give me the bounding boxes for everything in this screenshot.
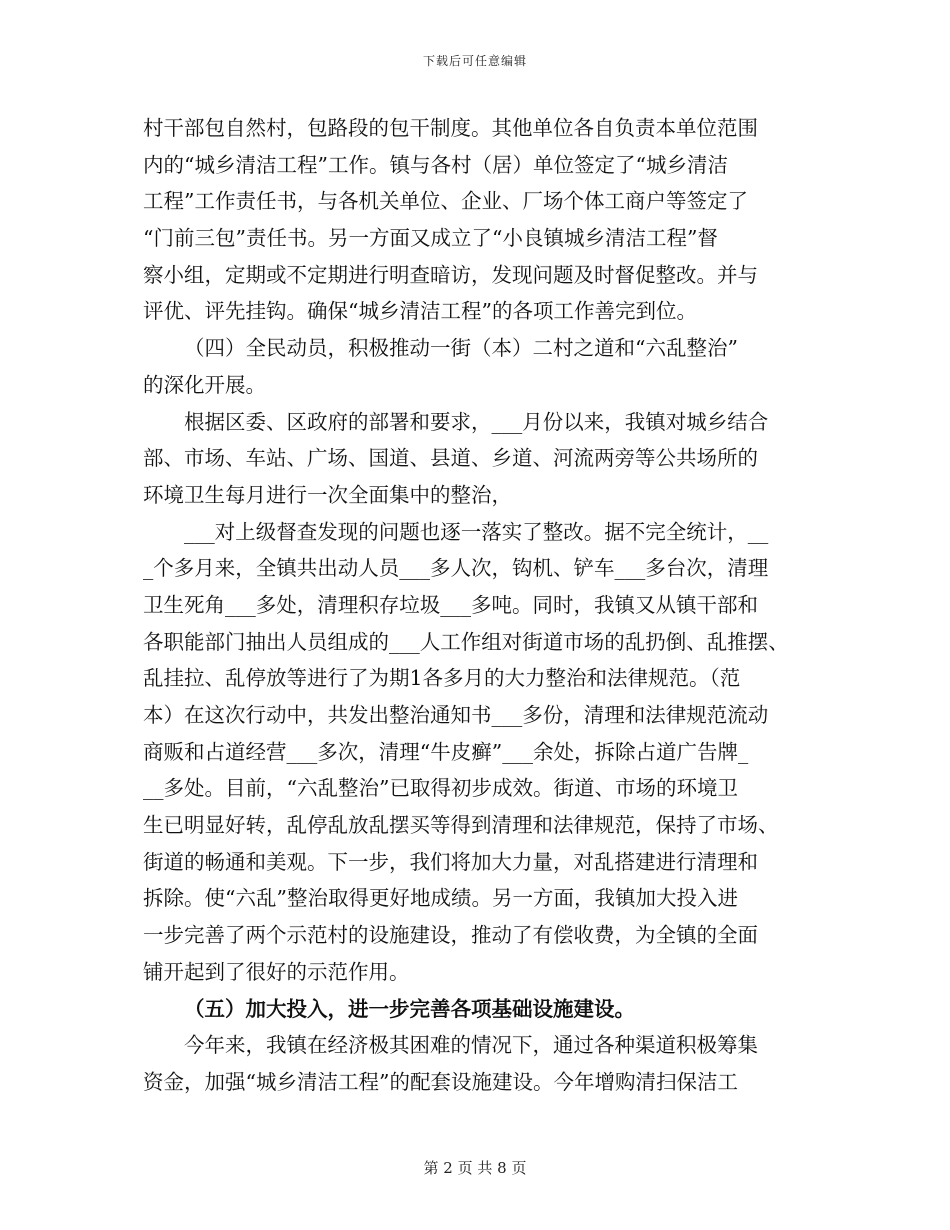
body-line: 村干部包自然村，包路段的包干制度。其他单位各自负责本单位范围 [143, 116, 758, 140]
body-line: （四）全民动员，积极推动一街（本）二村之道和“六乱整治” [184, 336, 738, 361]
body-line: ___对上级督查发现的问题也逐一落实了整改。据不完全统计，__ [184, 519, 769, 544]
body-line: 察小组，定期或不定期进行明查暗访，发现问题及时督促整改。并与 [143, 262, 758, 287]
page-footer: 第 2 页 共 8 页 [423, 1159, 527, 1177]
body-line: 环境卫生每月进行一次全面集中的整治， [143, 482, 512, 507]
body-line: 街道的畅通和美观。下一步，我们将加大力量，对乱搭建进行清理和 [143, 849, 758, 874]
body-line: 部、市场、车站、广场、国道、县道、乡道、河流两旁等公共场所的 [143, 446, 758, 471]
body-line: 卫生死角___多处，清理积存垃圾___多吨。同时，我镇又从镇干部和 [143, 592, 758, 617]
page-header: 下载后可任意编辑 [422, 54, 527, 68]
body-line: 评优、评先挂钩。确保“城乡清洁工程”的各项工作善完到位。 [143, 299, 697, 324]
body-line: 本）在这次行动中，共发出整治通知书___多份，清理和法律规范流动 [143, 703, 769, 727]
body-line: 工程”工作责任书，与各机关单位、企业、厂场个体工商户等签定了 [143, 189, 748, 214]
body-line: 拆除。使“六乱”整治取得更好地成绩。另一方面，我镇加大投入进 [143, 886, 738, 911]
body-line: 内的“城乡清洁工程”工作。镇与各村（居）单位签定了“城乡清洁 [143, 152, 728, 177]
body-line: 生已明显好转，乱停乱放乱摆买等得到清理和法律规范，保持了市场、 [143, 813, 779, 838]
body-line: 各职能部门抽出人员组成的___人工作组对街道市场的乱扔倒、乱推摆、 [143, 629, 789, 654]
body-line: 商贩和占道经营___多次，清理“牛皮癣”___余处，拆除占道广告牌_ [143, 739, 749, 764]
body-line: 乱挂拉、乱停放等进行了为期1各多月的大力整治和法律规范。（范 [143, 666, 741, 691]
body-line: _个多月来，全镇共出动人员___多人次，钩机、铲车___多台次，清理 [143, 556, 769, 581]
body-line: 根据区委、区政府的部署和要求，___月份以来，我镇对城乡结合 [184, 409, 769, 434]
body-line: __多处。目前，“六乱整治”已取得初步成效。街道、市场的环境卫 [143, 776, 738, 801]
body-line: 今年来，我镇在经济极其困难的情况下，通过各种渠道积极筹集 [184, 1033, 758, 1058]
body-line: “门前三包”责任书。另一方面又成立了“小良镇城乡清洁工程”督 [143, 226, 718, 251]
body-line: 的深化开展。 [143, 372, 266, 397]
body-line: 资金，加强“城乡清洁工程”的配套设施建设。今年增购清扫保洁工 [143, 1069, 738, 1094]
body-line: 一步完善了两个示范村的设施建设，推动了有偿收费，为全镇的全面 [143, 923, 758, 948]
document-body [143, 110, 833, 1101]
body-line: （五）加大投入，进一步完善各项基础设施建设。 [184, 996, 635, 1021]
body-line: 铺开起到了很好的示范作用。 [143, 959, 410, 984]
